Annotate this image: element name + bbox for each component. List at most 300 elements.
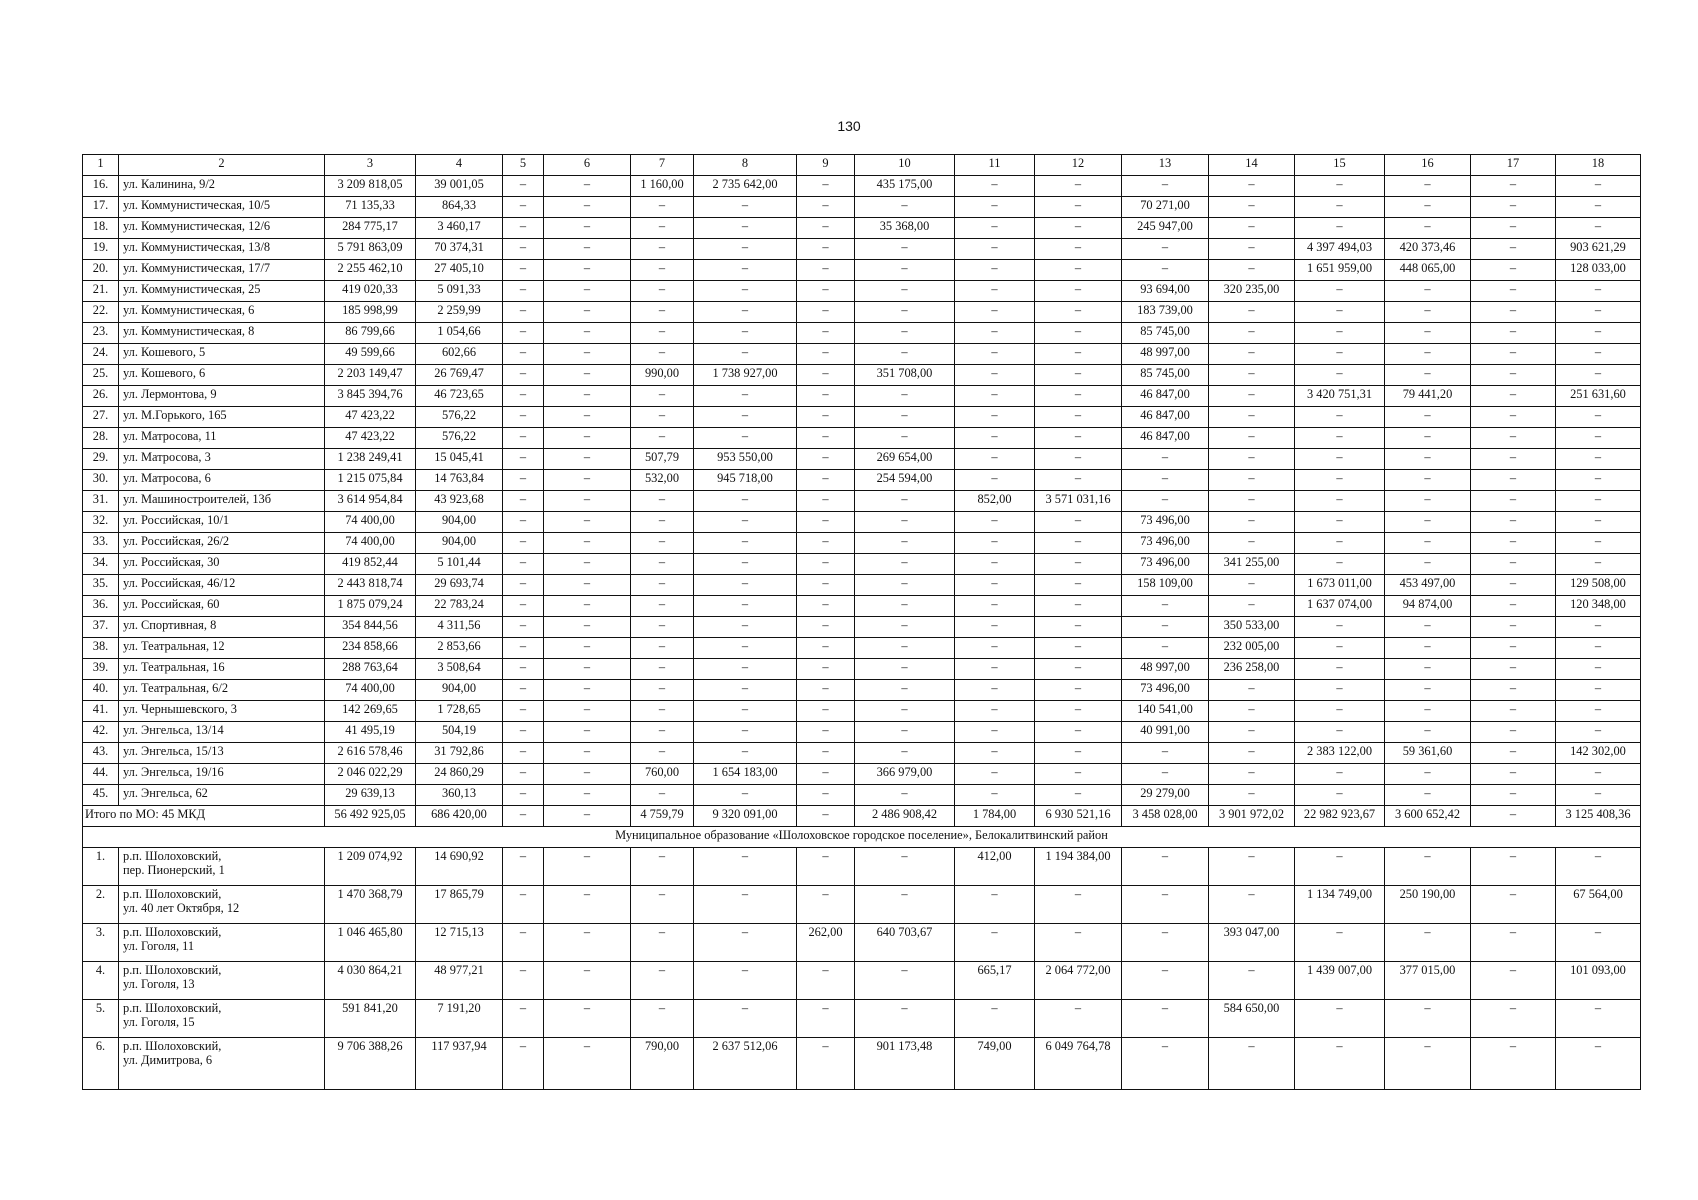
value-cell: – [1556,554,1641,575]
value-cell: – [855,575,955,596]
value-cell: – [1122,962,1209,1000]
column-number-cell: 6 [544,155,631,176]
value-cell: – [1556,512,1641,533]
value-cell: – [1295,323,1385,344]
value-cell: – [544,962,631,1000]
total-value-cell: 6 930 521,16 [1035,806,1122,827]
row-number-cell: 43. [83,743,119,764]
value-cell: 6 049 764,78 [1035,1038,1122,1090]
value-cell: – [1385,848,1471,886]
value-cell: – [855,554,955,575]
total-value-cell: 9 320 091,00 [694,806,797,827]
total-value-cell: – [503,806,544,827]
value-cell: – [1035,449,1122,470]
table-body [83,155,1641,1090]
value-cell: 2 383 122,00 [1295,743,1385,764]
address-cell: ул. Кошевого, 5 [119,344,325,365]
value-cell: 990,00 [631,365,694,386]
value-cell: – [503,1038,544,1090]
row-number-cell: 29. [83,449,119,470]
value-cell: 101 093,00 [1556,962,1641,1000]
value-cell: – [1556,1000,1641,1038]
value-cell: – [694,512,797,533]
value-cell: – [503,701,544,722]
address-cell: ул. Российская, 30 [119,554,325,575]
value-cell: – [694,596,797,617]
value-cell: – [631,848,694,886]
value-cell: 453 497,00 [1385,575,1471,596]
value-cell: – [1209,701,1295,722]
address-cell: ул. Калинина, 9/2 [119,176,325,197]
row-number-cell: 4. [83,962,119,1000]
row-number-cell: 23. [83,323,119,344]
value-cell: – [1209,962,1295,1000]
value-cell: 140 541,00 [1122,701,1209,722]
value-cell: – [1556,344,1641,365]
value-cell: 17 865,79 [416,886,503,924]
value-cell: – [694,407,797,428]
value-cell: – [1295,1038,1385,1090]
value-cell: – [1295,722,1385,743]
value-cell: – [503,281,544,302]
value-cell: – [955,470,1035,491]
value-cell: – [1122,617,1209,638]
value-cell: – [1295,407,1385,428]
column-number-cell: 2 [119,155,325,176]
value-cell: 1 875 079,24 [325,596,416,617]
value-cell: 1 651 959,00 [1295,260,1385,281]
row-number-cell: 37. [83,617,119,638]
value-cell: – [955,239,1035,260]
value-cell: 12 715,13 [416,924,503,962]
value-cell: 351 708,00 [855,365,955,386]
total-value-cell: 1 784,00 [955,806,1035,827]
value-cell: – [1122,886,1209,924]
address-cell: ул. Коммунистическая, 10/5 [119,197,325,218]
value-cell: 591 841,20 [325,1000,416,1038]
address-cell: ул. Коммунистическая, 13/8 [119,239,325,260]
value-cell: – [631,962,694,1000]
value-cell: – [955,722,1035,743]
value-cell: 46 847,00 [1122,428,1209,449]
value-cell: – [503,659,544,680]
value-cell: – [631,575,694,596]
value-cell: 2 064 772,00 [1035,962,1122,1000]
column-number-cell: 13 [1122,155,1209,176]
value-cell: 953 550,00 [694,449,797,470]
value-cell: – [1209,260,1295,281]
value-cell: – [503,323,544,344]
column-number-cell: 12 [1035,155,1122,176]
value-cell: – [631,260,694,281]
value-cell: – [1295,701,1385,722]
table-row [83,617,1641,638]
address-line-2: ул. Димитрова, 6 [123,1053,213,1067]
value-cell: – [631,617,694,638]
table-row [83,848,1641,886]
value-cell: 1 654 183,00 [694,764,797,785]
value-cell: – [1209,386,1295,407]
value-cell: – [1556,1038,1641,1090]
value-cell: – [1471,239,1556,260]
value-cell: 59 361,60 [1385,743,1471,764]
address-cell: ул. Коммунистическая, 17/7 [119,260,325,281]
value-cell: – [503,176,544,197]
address-cell [119,962,325,1000]
value-cell: – [631,680,694,701]
value-cell: – [1385,218,1471,239]
value-cell: – [1471,449,1556,470]
value-cell: 232 005,00 [1209,638,1295,659]
table-row [83,554,1641,575]
value-cell: 117 937,94 [416,1038,503,1090]
value-cell: 1 134 749,00 [1295,886,1385,924]
value-cell: – [1385,617,1471,638]
value-cell: – [1556,470,1641,491]
value-cell: – [855,491,955,512]
value-cell: 183 739,00 [1122,302,1209,323]
value-cell: – [797,407,855,428]
value-cell: – [1209,344,1295,365]
value-cell: – [855,197,955,218]
value-cell: 73 496,00 [1122,554,1209,575]
value-cell: 903 621,29 [1556,239,1641,260]
value-cell: – [1471,764,1556,785]
value-cell: 2 853,66 [416,638,503,659]
value-cell: – [544,743,631,764]
value-cell: – [955,638,1035,659]
value-cell: – [1471,323,1556,344]
value-cell: 41 495,19 [325,722,416,743]
row-number-cell: 32. [83,512,119,533]
value-cell: – [955,785,1035,806]
value-cell: – [955,449,1035,470]
value-cell: – [1209,323,1295,344]
value-cell: – [1295,1000,1385,1038]
address-cell [119,924,325,962]
value-cell: – [1122,260,1209,281]
value-cell: – [855,281,955,302]
value-cell: – [503,722,544,743]
value-cell: – [1035,407,1122,428]
value-cell: – [1209,1038,1295,1090]
value-cell: – [1209,407,1295,428]
address-cell: ул. Спортивная, 8 [119,617,325,638]
row-number-cell: 39. [83,659,119,680]
value-cell: 576,22 [416,407,503,428]
value-cell: – [544,302,631,323]
value-cell: – [855,886,955,924]
value-cell: – [544,701,631,722]
value-cell: 2 735 642,00 [694,176,797,197]
table-row [83,680,1641,701]
table-row [83,596,1641,617]
value-cell: – [855,701,955,722]
row-number-cell: 2. [83,886,119,924]
value-cell: – [1556,197,1641,218]
value-cell: 532,00 [631,470,694,491]
value-cell: 234 858,66 [325,638,416,659]
value-cell: – [1035,302,1122,323]
value-cell: – [1471,554,1556,575]
value-cell: – [1035,176,1122,197]
value-cell: – [1471,491,1556,512]
table-row [83,323,1641,344]
value-cell: 14 690,92 [416,848,503,886]
value-cell: – [1035,575,1122,596]
value-cell: 904,00 [416,680,503,701]
value-cell: – [1295,785,1385,806]
value-cell: – [503,512,544,533]
total-value-cell: 22 982 923,67 [1295,806,1385,827]
value-cell: – [797,680,855,701]
value-cell: 29 639,13 [325,785,416,806]
value-cell: – [797,1000,855,1038]
page-number: 130 [837,118,861,134]
value-cell: – [1209,449,1295,470]
value-cell: 448 065,00 [1385,260,1471,281]
value-cell: – [1471,533,1556,554]
value-cell: – [694,491,797,512]
value-cell: 2 203 149,47 [325,365,416,386]
value-cell: – [1471,886,1556,924]
value-cell: – [1385,323,1471,344]
value-cell: 46 847,00 [1122,386,1209,407]
value-cell: 73 496,00 [1122,680,1209,701]
value-cell: – [797,386,855,407]
value-cell: 640 703,67 [855,924,955,962]
value-cell: – [544,512,631,533]
value-cell: – [631,1000,694,1038]
value-cell: – [855,785,955,806]
value-cell: – [955,680,1035,701]
value-cell: – [1209,596,1295,617]
value-cell: – [503,617,544,638]
value-cell: – [1209,848,1295,886]
value-cell: – [797,554,855,575]
value-cell: – [1035,1000,1122,1038]
value-cell: – [544,886,631,924]
value-cell: – [955,596,1035,617]
column-number-row [83,155,1641,176]
value-cell: – [631,554,694,575]
value-cell: – [1295,344,1385,365]
value-cell: – [544,533,631,554]
value-cell: – [1295,848,1385,886]
value-cell: – [503,596,544,617]
value-cell: – [1122,924,1209,962]
value-cell: 86 799,66 [325,323,416,344]
value-cell: – [1122,176,1209,197]
value-cell: – [955,575,1035,596]
value-cell: – [631,197,694,218]
value-cell: – [1556,659,1641,680]
value-cell: – [955,512,1035,533]
value-cell: – [503,638,544,659]
value-cell: – [694,344,797,365]
value-cell: 74 400,00 [325,512,416,533]
value-cell: – [1209,470,1295,491]
value-cell: – [1471,386,1556,407]
address-line-2: ул. Гоголя, 15 [123,1015,195,1029]
value-cell: – [694,218,797,239]
value-cell: – [631,886,694,924]
value-cell: – [855,239,955,260]
value-cell: 67 564,00 [1556,886,1641,924]
value-cell: 1 160,00 [631,176,694,197]
value-cell: – [503,470,544,491]
value-cell: – [544,218,631,239]
value-cell: – [1471,743,1556,764]
value-cell: – [694,638,797,659]
value-cell: – [1209,302,1295,323]
value-cell: 360,13 [416,785,503,806]
value-cell: 288 763,64 [325,659,416,680]
value-cell: – [1209,722,1295,743]
value-cell: – [1556,617,1641,638]
value-cell: – [1209,533,1295,554]
value-cell: – [1122,470,1209,491]
row-number-cell: 44. [83,764,119,785]
value-cell: – [797,197,855,218]
value-cell: 904,00 [416,512,503,533]
value-cell: – [694,617,797,638]
value-cell: – [1385,764,1471,785]
value-cell: – [1385,344,1471,365]
value-cell: – [631,218,694,239]
value-cell: – [631,302,694,323]
value-cell: – [1471,344,1556,365]
value-cell: – [1471,722,1556,743]
value-cell: – [855,1000,955,1038]
value-cell: – [1471,365,1556,386]
value-cell: – [544,428,631,449]
value-cell: 71 135,33 [325,197,416,218]
value-cell: – [544,344,631,365]
value-cell: – [544,596,631,617]
value-cell: – [797,701,855,722]
value-cell: – [1209,764,1295,785]
table-row [83,176,1641,197]
value-cell: 158 109,00 [1122,575,1209,596]
value-cell: – [1471,596,1556,617]
value-cell: – [544,785,631,806]
value-cell: – [1035,386,1122,407]
row-number-cell: 45. [83,785,119,806]
value-cell: – [797,449,855,470]
value-cell: – [1471,428,1556,449]
value-cell: – [797,1038,855,1090]
value-cell: – [955,533,1035,554]
value-cell: – [1385,281,1471,302]
address-cell: ул. Российская, 60 [119,596,325,617]
row-number-cell: 38. [83,638,119,659]
value-cell: – [1471,302,1556,323]
total-value-cell: – [797,806,855,827]
address-cell: ул. Энгельса, 62 [119,785,325,806]
value-cell: – [1035,924,1122,962]
value-cell: – [631,924,694,962]
value-cell: 93 694,00 [1122,281,1209,302]
value-cell: – [797,302,855,323]
table-row [83,575,1641,596]
total-value-cell: – [1471,806,1556,827]
table-row [83,365,1641,386]
value-cell: – [1471,785,1556,806]
value-cell: – [631,743,694,764]
column-number-cell: 16 [1385,155,1471,176]
value-cell: – [694,386,797,407]
value-cell: – [1035,428,1122,449]
value-cell: – [1295,365,1385,386]
value-cell: – [503,924,544,962]
value-cell: 43 923,68 [416,491,503,512]
table-row [83,470,1641,491]
value-cell: 4 397 494,03 [1295,239,1385,260]
value-cell: – [855,680,955,701]
value-cell: 94 874,00 [1385,596,1471,617]
value-cell: – [544,470,631,491]
row-number-cell: 17. [83,197,119,218]
row-number-cell: 24. [83,344,119,365]
value-cell: 236 258,00 [1209,659,1295,680]
value-cell: 3 614 954,84 [325,491,416,512]
value-cell: 576,22 [416,428,503,449]
value-cell: – [544,386,631,407]
value-cell: – [855,617,955,638]
address-cell: ул. Матросова, 11 [119,428,325,449]
row-number-cell: 34. [83,554,119,575]
value-cell: – [1295,449,1385,470]
value-cell: – [1385,722,1471,743]
table-row [83,428,1641,449]
column-number-cell: 4 [416,155,503,176]
value-cell: – [544,281,631,302]
address-cell [119,1000,325,1038]
value-cell: – [503,743,544,764]
table-row [83,962,1641,1000]
value-cell: 251 631,60 [1556,386,1641,407]
value-cell: – [503,302,544,323]
value-cell: – [955,617,1035,638]
column-number-cell: 18 [1556,155,1641,176]
value-cell: – [1209,512,1295,533]
table-row [83,281,1641,302]
value-cell: – [694,197,797,218]
value-cell: – [631,785,694,806]
value-cell: – [1209,491,1295,512]
address-line-1: р.п. Шолоховский, [123,1001,222,1015]
value-cell: – [544,260,631,281]
value-cell: – [1471,924,1556,962]
value-cell: – [797,785,855,806]
value-cell: – [631,512,694,533]
value-cell: – [1385,470,1471,491]
value-cell: – [694,533,797,554]
total-value-cell: 3 600 652,42 [1385,806,1471,827]
value-cell: 1 209 074,92 [325,848,416,886]
column-number-cell: 17 [1471,155,1556,176]
value-cell: – [544,407,631,428]
value-cell: – [1385,924,1471,962]
value-cell: 1 728,65 [416,701,503,722]
value-cell: – [955,1000,1035,1038]
value-cell: – [797,470,855,491]
value-cell: – [503,764,544,785]
value-cell: – [955,743,1035,764]
value-cell: – [544,197,631,218]
table-row [83,302,1641,323]
